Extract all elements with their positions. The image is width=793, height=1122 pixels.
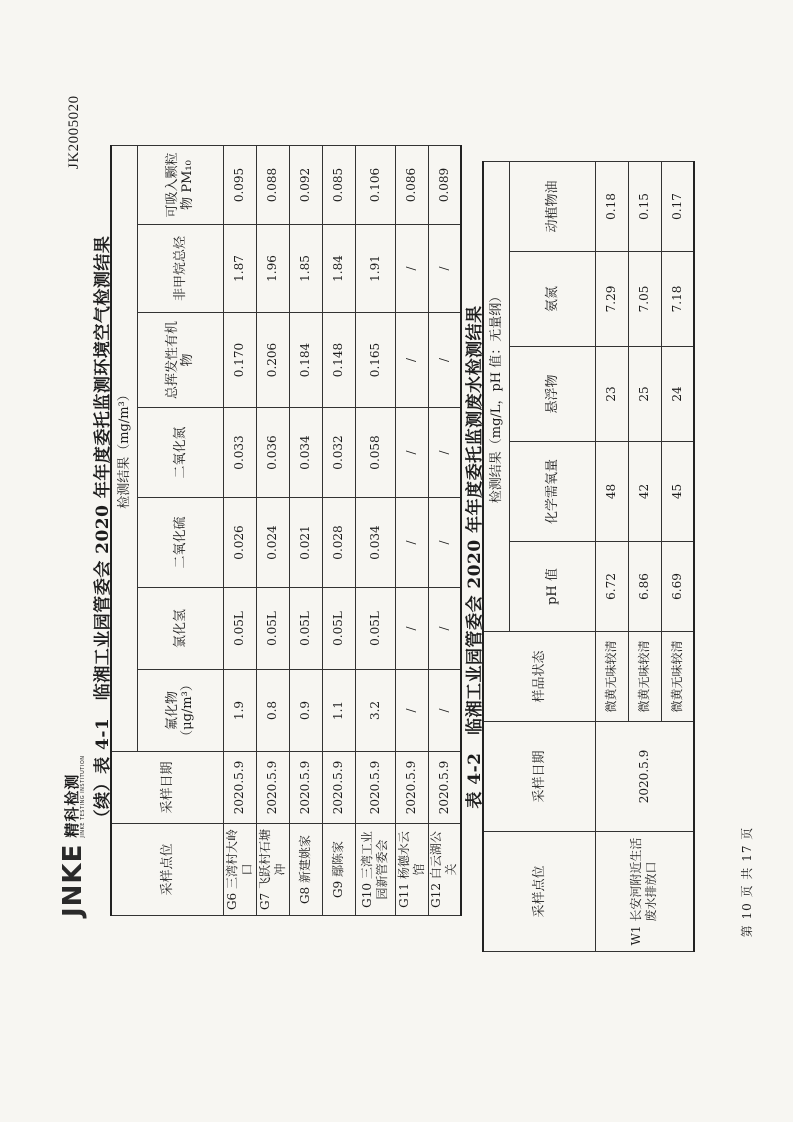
logo-side [64, 755, 86, 837]
cell-value: 0.026 [223, 498, 256, 588]
cell-value: 1.9 [223, 670, 256, 752]
cell-value: 0.095 [223, 145, 256, 224]
cell-value: 0.058 [355, 408, 395, 498]
cell-site: G7 飞跃村石塘冲 [256, 824, 289, 916]
cell-value: / [395, 588, 428, 670]
cell-value: 48 [595, 442, 628, 542]
cell-value: 25 [628, 347, 661, 442]
cell-value: 45 [661, 442, 694, 542]
cell-value: 6.86 [628, 542, 661, 632]
cell-value: / [395, 313, 428, 408]
table-row [595, 161, 628, 951]
cell-state: 微黄无味较清 [628, 632, 661, 722]
col-state: 样品状态 [483, 632, 595, 722]
col-oil: 动植物油 [509, 161, 595, 251]
cell-date: 2020.5.9 [395, 752, 428, 824]
cell-date: 2020.5.9 [289, 752, 322, 824]
cell-value: / [428, 225, 461, 313]
cell-date: 2020.5.9 [256, 752, 289, 824]
cell-site: G8 新建姚家 [289, 824, 322, 916]
col-fluoride: 氟化物（μg/m³） [137, 670, 223, 752]
cell-value: / [395, 408, 428, 498]
col-so2: 二氧化硫 [137, 498, 223, 588]
cell-date: 2020.5.9 [355, 752, 395, 824]
cell-value: 1.96 [256, 225, 289, 313]
cell-value: 42 [628, 442, 661, 542]
cell-value: 7.18 [661, 252, 694, 347]
cell-value: 23 [595, 347, 628, 442]
logo-english: JINKE TESTING INSTITUTION [80, 755, 86, 838]
cell-date: 2020.5.9 [428, 752, 461, 824]
table-row [322, 145, 355, 915]
cell-value: 3.2 [355, 670, 395, 752]
cell-value: / [395, 498, 428, 588]
cell-value: 1.85 [289, 225, 322, 313]
col-group-results: 检测结果（mg/m³） [111, 145, 137, 751]
cell-date: 2020.5.9 [223, 752, 256, 824]
col-cod: 化学需氧量 [509, 442, 595, 542]
table1-title: （续）表 4-1 临湘工业园管委会 2020 年年度委托监测环境空气检测结果 [93, 235, 113, 827]
cell-state: 微黄无味较清 [595, 632, 628, 722]
col-nmhc: 非甲烷总烃 [137, 225, 223, 313]
cell-value: 0.15 [628, 161, 661, 251]
table2-header-row-1 [483, 161, 509, 951]
cell-value: 0.089 [428, 145, 461, 224]
cell-value: 0.033 [223, 408, 256, 498]
cell-value: 0.165 [355, 313, 395, 408]
document-code: JK2005020 [66, 95, 82, 169]
col-date: 采样日期 [111, 752, 223, 824]
cell-value: 0.05L [322, 588, 355, 670]
cell-site: G10 三湾工业园新管委会 [355, 824, 395, 916]
cell-value: 0.086 [395, 145, 428, 224]
cell-site: G12 白云湖公关 [428, 824, 461, 916]
cell-site: G11 杨德水云馆 [395, 824, 428, 916]
cell-value: 0.170 [223, 313, 256, 408]
cell-value: / [428, 498, 461, 588]
col-site: 采样点位 [111, 824, 223, 916]
cell-value: 0.036 [256, 408, 289, 498]
cell-value: 7.05 [628, 252, 661, 347]
cell-value: / [428, 588, 461, 670]
cell-value: 24 [661, 347, 694, 442]
cell-value: 7.29 [595, 252, 628, 347]
col-hcl: 氯化氢 [137, 588, 223, 670]
table2-title: 表 4-2 临湘工业园管委会 2020 年年度委托监测废水检测结果 [465, 305, 485, 809]
cell-value: 1.91 [355, 225, 395, 313]
table-row [355, 145, 395, 915]
cell-value: 0.021 [289, 498, 322, 588]
cell-value: 0.028 [322, 498, 355, 588]
cell-value: 6.69 [661, 542, 694, 632]
col-date: 采样日期 [483, 722, 595, 832]
cell-value: 0.05L [355, 588, 395, 670]
cell-value: 0.024 [256, 498, 289, 588]
cell-value: 0.184 [289, 313, 322, 408]
cell-value: / [395, 670, 428, 752]
cell-value: 0.088 [256, 145, 289, 224]
cell-value: 0.085 [322, 145, 355, 224]
cell-value: / [428, 313, 461, 408]
col-pm10: 可吸入颗粒物 PM₁₀ [137, 145, 223, 224]
cell-value: / [428, 670, 461, 752]
page-number: 第 10 页 共 17 页 [740, 826, 754, 938]
col-nh3n: 氨氮 [509, 252, 595, 347]
cell-value: 0.148 [322, 313, 355, 408]
table-row [223, 145, 256, 915]
cell-value: 0.9 [289, 670, 322, 752]
cell-state: 微黄无味较清 [661, 632, 694, 722]
cell-value: 6.72 [595, 542, 628, 632]
cell-value: 0.034 [355, 498, 395, 588]
col-tvoc: 总挥发性有机物 [137, 313, 223, 408]
cell-date: 2020.5.9 [322, 752, 355, 824]
cell-value: 0.206 [256, 313, 289, 408]
company-logo [60, 755, 86, 917]
table-row [289, 145, 322, 915]
cell-value: 1.87 [223, 225, 256, 313]
cell-value: 0.8 [256, 670, 289, 752]
cell-value: 0.092 [289, 145, 322, 224]
cell-site: W1 长安河附近生活废水排放口 [595, 832, 694, 952]
cell-value: 1.1 [322, 670, 355, 752]
cell-value: 0.106 [355, 145, 395, 224]
cell-site: G9 鄢陈家 [322, 824, 355, 916]
table-row [395, 145, 428, 915]
air-results-table [110, 145, 462, 916]
table-row [256, 145, 289, 915]
logo-chinese: 精科检测 [63, 773, 81, 838]
cell-value: 0.18 [595, 161, 628, 251]
table-row [428, 145, 461, 915]
col-ph: pH 值 [509, 542, 595, 632]
cell-value: 0.032 [322, 408, 355, 498]
cell-value: / [395, 225, 428, 313]
wastewater-results-table [482, 161, 695, 952]
cell-value: 0.05L [289, 588, 322, 670]
cell-date: 2020.5.9 [595, 722, 694, 832]
logo-wordmark: JNKE [58, 843, 88, 917]
cell-site: G6 三湾村大岭口 [223, 824, 256, 916]
col-site: 采样点位 [483, 832, 595, 952]
cell-value: 0.17 [661, 161, 694, 251]
cell-value: 1.84 [322, 225, 355, 313]
col-no2: 二氧化氮 [137, 408, 223, 498]
cell-value: / [428, 408, 461, 498]
table1-header-row-1 [111, 145, 137, 915]
cell-value: 0.034 [289, 408, 322, 498]
cell-value: 0.05L [256, 588, 289, 670]
col-ss: 悬浮物 [509, 347, 595, 442]
cell-value: 0.05L [223, 588, 256, 670]
col-group-results: 检测结果（mg/L，pH 值：无量纲） [483, 161, 509, 631]
